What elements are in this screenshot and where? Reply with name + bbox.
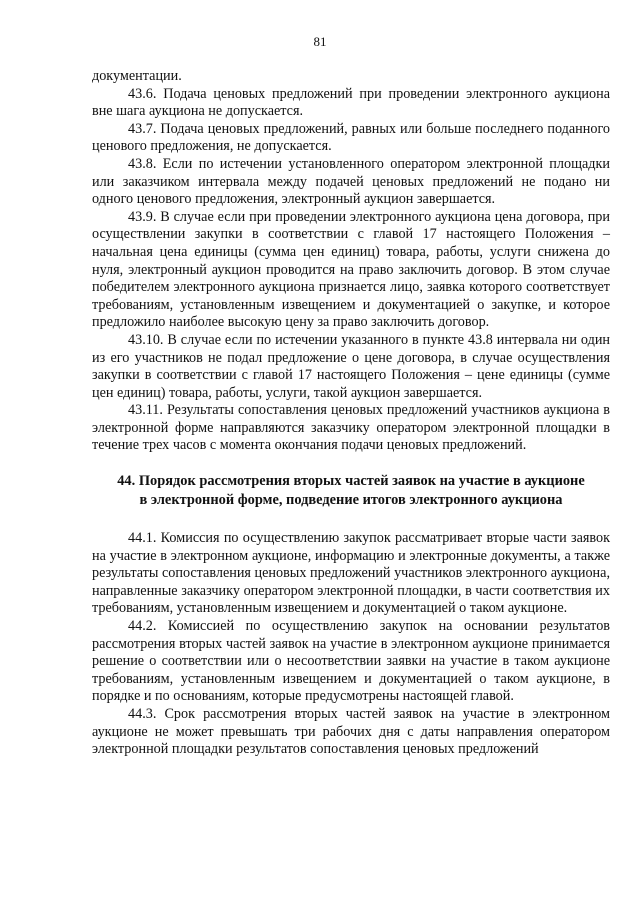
paragraph-43-7: 43.7. Подача ценовых предложений, равных или больше последнего поданного ценового предложения, не допускается. [92,120,610,155]
section-heading [92,472,610,510]
paragraph-44-1: 44.1. Комиссия по осуществлению закупок рассматривает вторые части заявок на участие в электронном аукционе, информацию и электронные документы, а также результаты сопоставления ценовых предложений участников электронного аукциона, направленные заказчику оператором электронной площадки, в части соответствия их требованиям, установленным извещением и документацией о таком аукционе. [92,530,610,617]
paragraph-43-6: 43.6. Подача ценовых предложений при проведении электронного аукциона вне шага аукциона не допускается. [92,85,610,120]
paragraph-44-3: 44.3. Срок рассмотрения вторых частей заявок на участие в электронном аукционе не может превышать три рабочих дня с даты направления оператором электронной площадки результатов сопоставления ценовых предложений [92,706,610,758]
page-body [92,68,610,759]
paragraph-43-10: 43.10. В случае если по истечении указанного в пункте 43.8 интервала ни один из его участников не подал предложение о цене договора, в случае осуществления закупки в соответствии с главой 17 настоящего Положения – цене единицы (сумме цен единиц) товара, работы, услуги, такой аукцион завершается. [92,331,610,401]
paragraph-43-8: 43.8. Если по истечении установленного оператором электронной площадки или заказчиком интервала между подачей ценовых предложений не подано ни одного ценового предложения, электронный аукцион завершается. [92,155,610,208]
section-heading-line-2: в электронной форме, подведение итогов электронного аукциона [139,492,563,509]
paragraph-43-11: 43.11. Результаты сопоставления ценовых предложений участников аукциона в электронной форме направляются заказчику оператором электронной площадки в течение трех часов с момента окончания подачи ценовых предложений. [92,402,610,454]
paragraph-43-9: 43.9. В случае если при проведении электронного аукциона цена договора, при осуществлении закупки в соответствии с главой 17 настоящего Положения – начальная цена единицы (сумма цен единиц) товара, работы, услуги снижена до нуля, электронный аукцион проводится на право заключить договор. В этом случае победителем электронного аукциона признается лицо, заявка которого соответствует требованиям, установленным извещением и документацией о закупке, и которое предложило наиболее высокую цену за право заключить договор. [92,208,610,331]
section-heading-line-1: 44. Порядок рассмотрения вторых частей заявок на участие в аукционе [117,473,585,490]
paragraph-44-2: 44.2. Комиссией по осуществлению закупок на основании результатов рассмотрения вторых частей заявок на участие в электронном аукционе принимается решение о соответствии или о несоответствии заявки на участие в таком аукционе требованиям, установленным извещением и документацией о таком аукционе, в порядке и по основаниям, которые предусмотрены настоящей главой. [92,618,610,705]
page-number: 81 [313,34,327,49]
paragraph-continuation: документации. [92,68,182,84]
